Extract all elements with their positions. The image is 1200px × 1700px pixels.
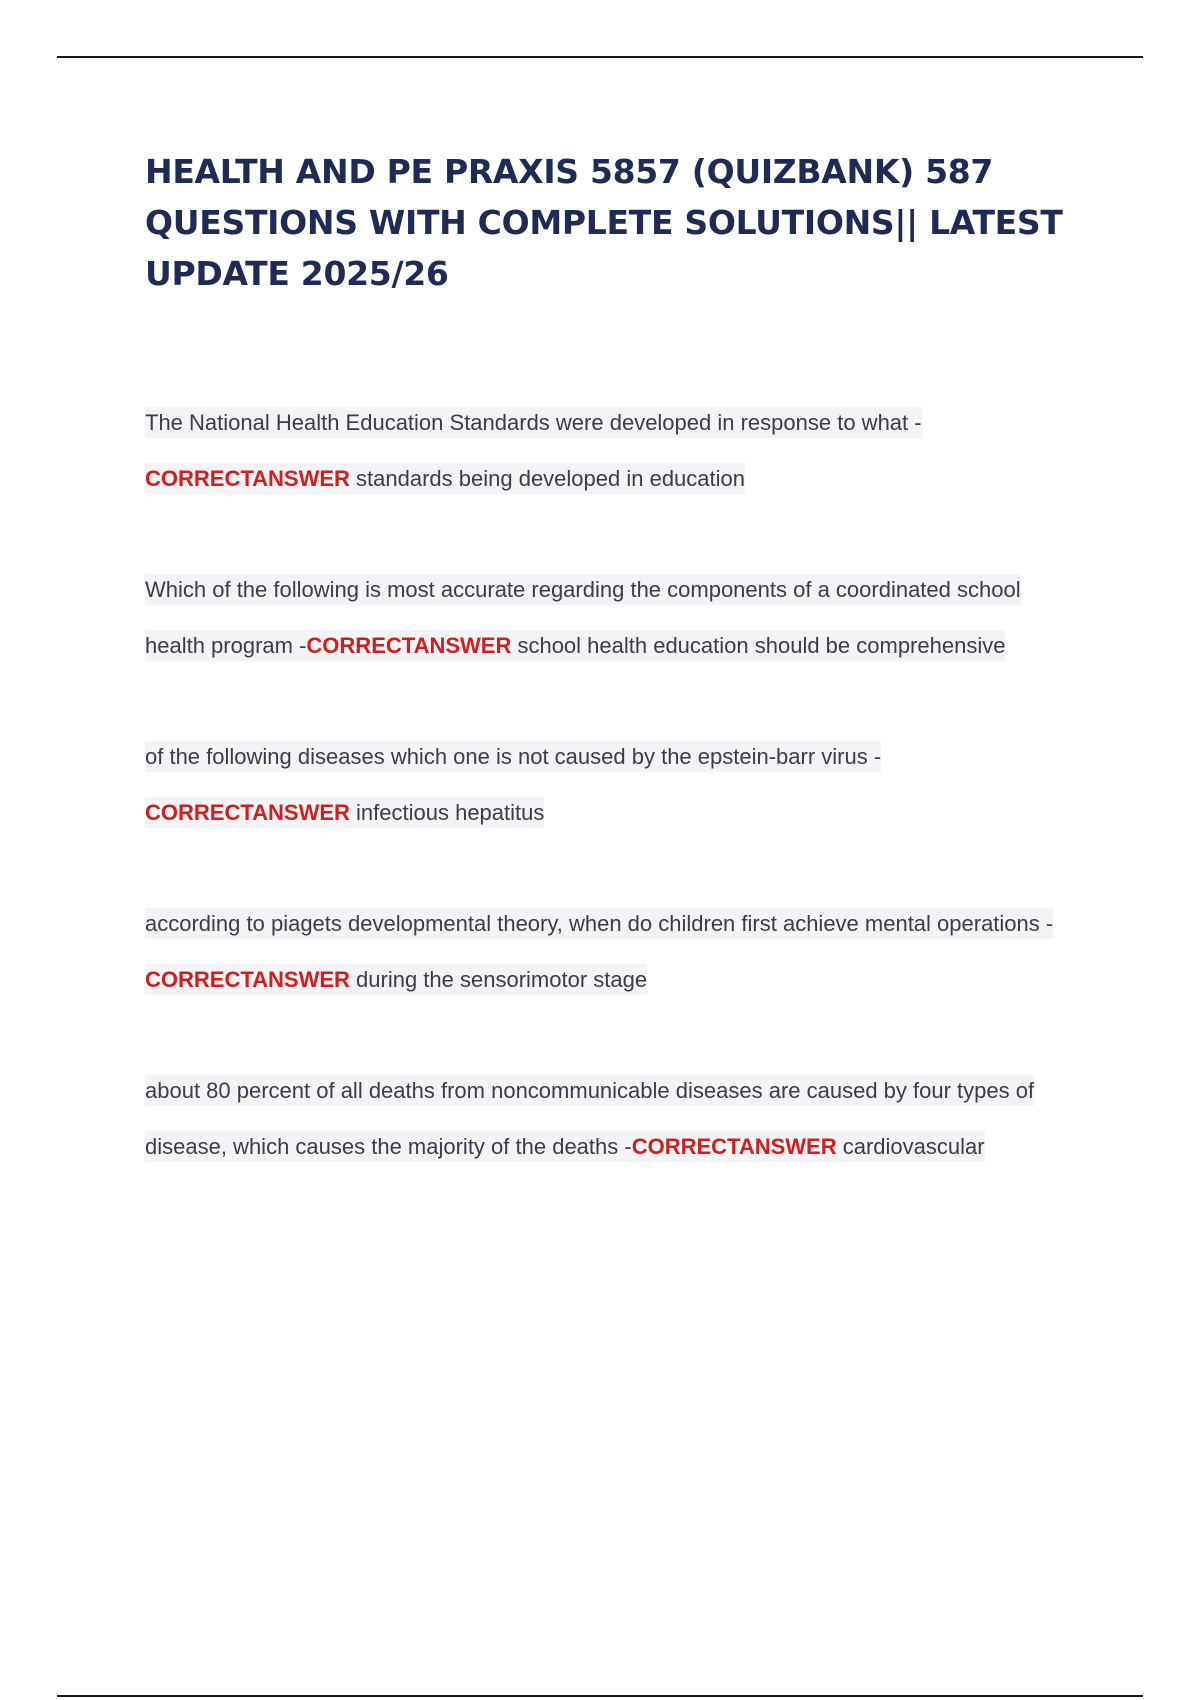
correct-answer-tag: CORRECTANSWER — [631, 1133, 837, 1159]
qa-item-4 — [145, 896, 1070, 1007]
bottom-rule — [57, 1695, 1143, 1697]
question-text: The National Health Education Standards were developed in response to what - — [145, 410, 922, 435]
question-text: of the following diseases which one is not caused by the epstein-barr virus - — [145, 744, 882, 769]
answer-text: school health education should be comprehensive — [511, 632, 1006, 658]
correct-answer-tag: CORRECTANSWER — [145, 799, 350, 825]
answer-text: cardiovascular — [836, 1133, 985, 1159]
correct-answer-tag: CORRECTANSWER — [306, 632, 512, 658]
question-text: Which of the following is most accurate regarding the components of a coordinated school health program - — [145, 577, 1021, 658]
answer-text: during the sensorimotor stage — [349, 966, 648, 992]
correct-answer-tag: CORRECTANSWER — [145, 465, 350, 491]
qa-item-2 — [145, 562, 1070, 673]
qa-list — [145, 395, 1070, 1174]
correct-answer-tag: CORRECTANSWER — [145, 966, 350, 992]
qa-item-3 — [145, 729, 1070, 840]
question-text: according to piagets developmental theory, when do children first achieve mental operations - — [145, 911, 1054, 936]
qa-item-1 — [145, 395, 1070, 506]
qa-item-5 — [145, 1063, 1070, 1174]
answer-text: standards being developed in education — [349, 465, 745, 491]
answer-text: infectious hepatitus — [349, 799, 545, 825]
document-title: HEALTH AND PE PRAXIS 5857 (QUIZBANK) 587 QUESTIONS WITH COMPLETE SOLUTIONS|| LATEST UPDATE 2025/26 — [145, 152, 1063, 293]
top-rule — [57, 56, 1143, 58]
question-text: about 80 percent of all deaths from noncommunicable diseases are caused by four types of disease, which causes the majority of the deaths - — [145, 1078, 1035, 1159]
